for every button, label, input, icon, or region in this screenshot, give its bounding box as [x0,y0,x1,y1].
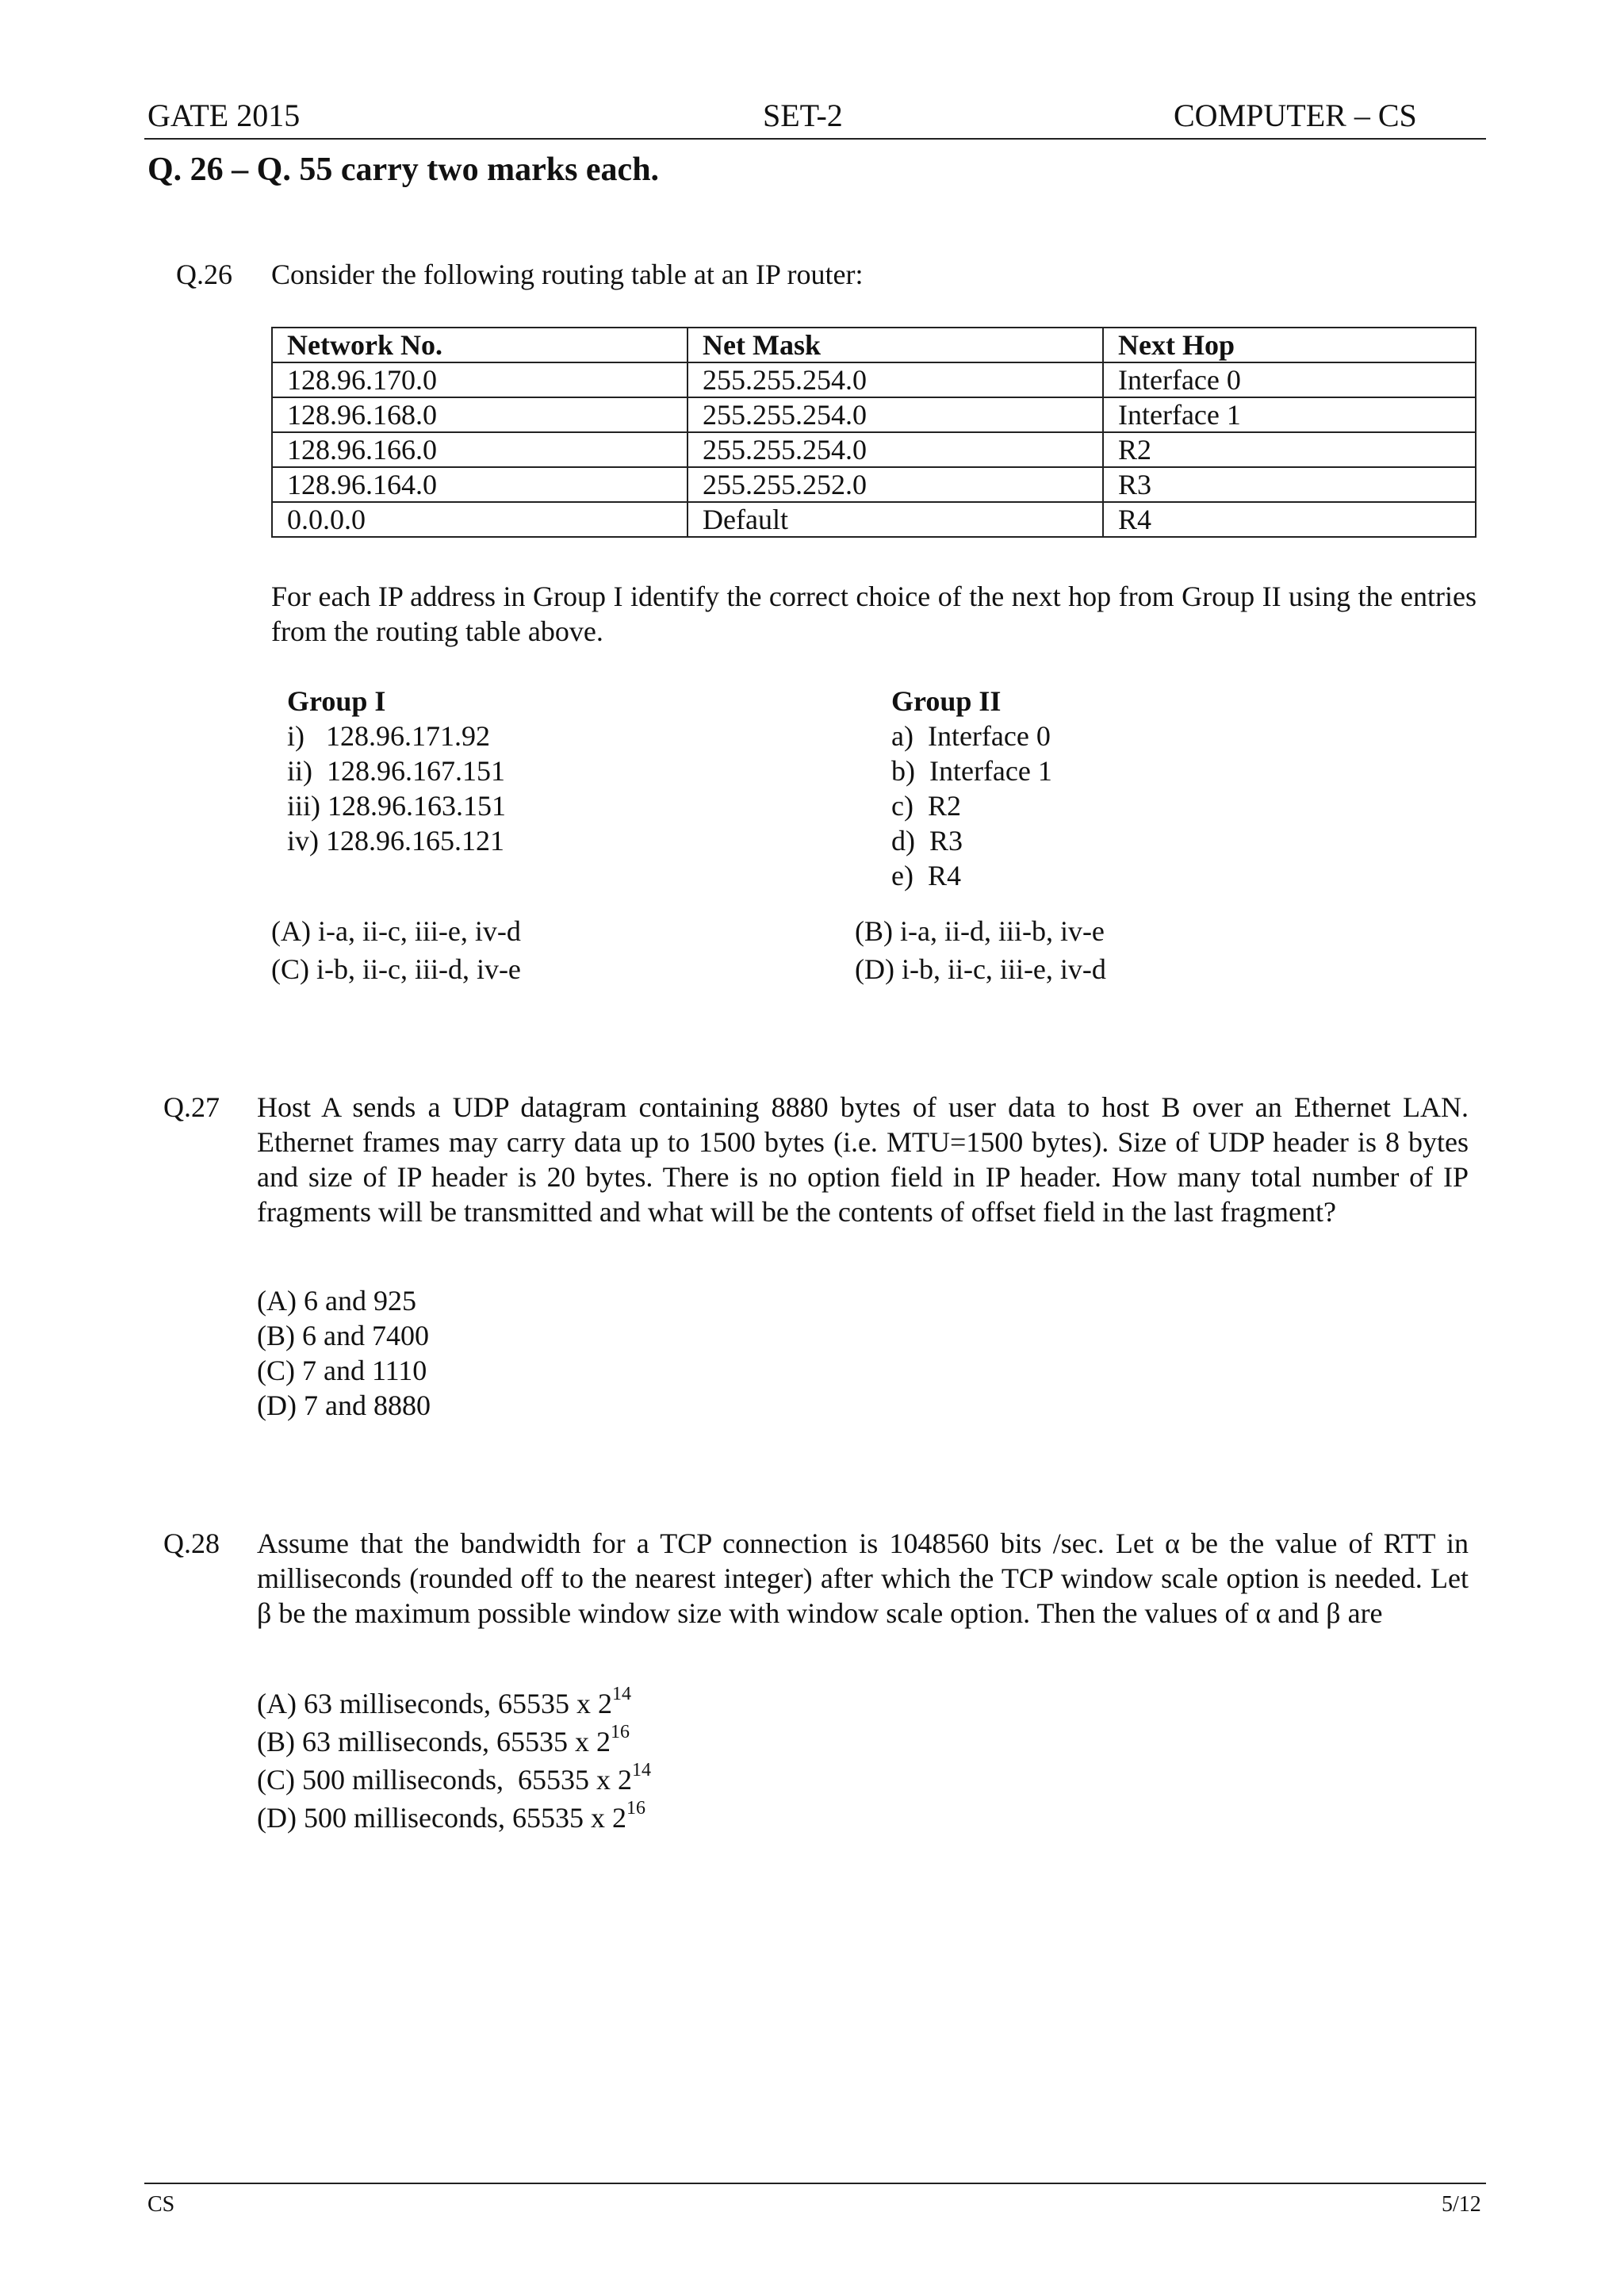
table-cell: 128.96.166.0 [272,432,688,467]
q28-option-a [257,1686,631,1721]
group2-item: b) Interface 1 [891,755,1052,787]
table-cell: 128.96.164.0 [272,467,688,502]
table-cell: 255.255.254.0 [688,362,1103,397]
q27-option-d: (D) 7 and 8880 [257,1389,431,1421]
header-set: SET-2 [763,98,843,133]
table-cell: 255.255.254.0 [688,397,1103,432]
q28-option-b-exponent: 16 [610,1722,630,1742]
group2-item: a) Interface 0 [891,720,1051,752]
table-cell: R2 [1103,432,1476,467]
table-row [272,502,1476,537]
table-cell: 0.0.0.0 [272,502,688,537]
q28-option-c-exponent: 14 [631,1760,651,1780]
header-exam-title: GATE 2015 [147,98,301,133]
group1-title: Group I [287,685,386,717]
q26-option-c: (C) i-b, ii-c, iii-d, iv-e [271,953,521,985]
q28-number: Q.28 [163,1527,220,1559]
q26-intro: Consider the following routing table at an IP router: [271,259,864,290]
q26-instruction: For each IP address in Group I identify the correct choice of the next hop from Group II using the entries from the routing table above. [271,581,1477,647]
q28-option-d-exponent: 16 [626,1798,645,1819]
page-number: 5/12 [1442,2192,1481,2217]
table-header-netmask: Net Mask [688,328,1103,362]
table-cell: R3 [1103,467,1476,502]
table-row [272,467,1476,502]
q27-option-a: (A) 6 and 925 [257,1285,416,1317]
table-cell: 128.96.170.0 [272,362,688,397]
group1-item: iii) 128.96.163.151 [287,790,506,822]
table-cell: R4 [1103,502,1476,537]
q27-option-b: (B) 6 and 7400 [257,1320,429,1351]
header-subject: COMPUTER – CS [1174,98,1417,133]
table-header-network: Network No. [272,328,688,362]
table-cell: 255.255.254.0 [688,432,1103,467]
q28-option-c-label: (C) 500 milliseconds, 65535 x 2 [257,1764,632,1796]
table-header-nexthop: Next Hop [1103,328,1476,362]
table-cell: Default [688,502,1103,537]
q27-text: Host A sends a UDP datagram containing 8880 bytes of user data to host B over an Ethernet LAN. Ethernet frames may carry data up to 1500 bytes (i.e. MTU=1500 bytes). Size of UDP header is 8 bytes and size of IP header is 20 bytes. There is no option field in IP header. How many total number of IP fragments will be transmitted and what will be the contents of offset field in the last fragment? [257,1091,1469,1228]
group2-item: c) R2 [891,790,961,822]
q28-option-c [257,1762,651,1797]
q26-option-b: (B) i-a, ii-d, iii-b, iv-e [855,915,1105,947]
group2-item: e) R4 [891,860,961,891]
footer-rule [144,2183,1486,2184]
q26-option-a: (A) i-a, ii-c, iii-e, iv-d [271,915,521,947]
q28-option-a-label: (A) 63 milliseconds, 65535 x 2 [257,1688,612,1719]
q26-number: Q.26 [176,259,232,290]
q26-option-d: (D) i-b, ii-c, iii-e, iv-d [855,953,1106,985]
group1-item: ii) 128.96.167.151 [287,755,505,787]
table-row [272,362,1476,397]
q28-option-d-label: (D) 500 milliseconds, 65535 x 2 [257,1802,626,1834]
table-row [272,397,1476,432]
table-cell: 128.96.168.0 [272,397,688,432]
group2-title: Group II [891,685,1002,717]
group1-item: iv) 128.96.165.121 [287,825,504,857]
q27-number: Q.27 [163,1091,220,1123]
q28-option-b-label: (B) 63 milliseconds, 65535 x 2 [257,1726,611,1757]
routing-table-header [272,328,1476,362]
group2-item: d) R3 [891,825,963,857]
header-rule [144,138,1486,140]
q28-option-b [257,1724,630,1759]
group1-item: i) 128.96.171.92 [287,720,490,752]
table-cell: Interface 0 [1103,362,1476,397]
routing-table [271,327,1477,538]
section-title: Q. 26 – Q. 55 carry two marks each. [147,151,660,188]
footer-subject: CS [147,2192,175,2217]
table-cell: Interface 1 [1103,397,1476,432]
table-row [272,432,1476,467]
q28-option-a-exponent: 14 [611,1684,631,1704]
table-cell: 255.255.252.0 [688,467,1103,502]
q28-text: Assume that the bandwidth for a TCP connection is 1048560 bits /sec. Let α be the value of RTT in milliseconds (rounded off to the nearest integer) after which the TCP window scale option is needed. Let β be the maximum possible window size with window scale option. Then the values of α and β are [257,1527,1469,1629]
q28-option-d [257,1800,645,1835]
q27-option-c: (C) 7 and 1110 [257,1355,427,1386]
